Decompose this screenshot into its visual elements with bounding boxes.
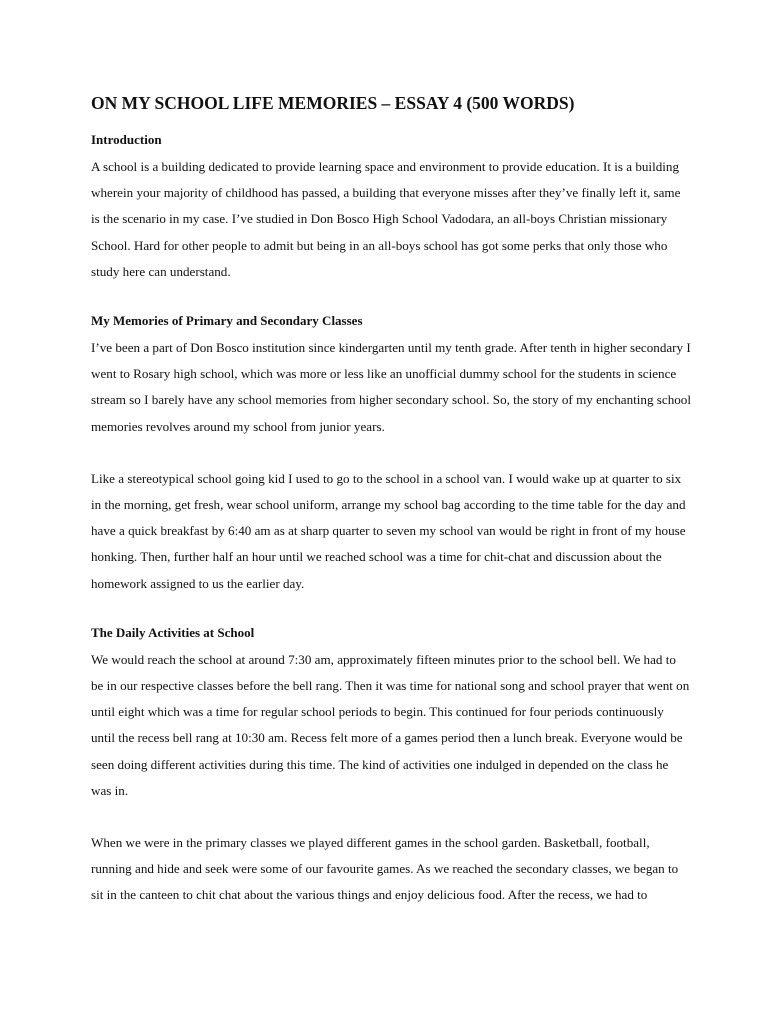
essay-page <box>91 92 691 909</box>
paragraph-gap <box>91 804 691 830</box>
paragraph-daily-activities-2: When we were in the primary classes we played different games in the school garden. Basketball, football, running and hide and seek were some of our favourite games. As we reached the secondary classes, we began to sit in the canteen to chit chat about the various things and enjoy delicious food. After the recess, we had to <box>91 835 679 903</box>
section-heading-introduction: Introduction <box>91 132 162 147</box>
paragraph-gap <box>91 597 691 623</box>
paragraph-gap <box>91 440 691 466</box>
section-heading-primary-secondary: My Memories of Primary and Secondary Classes <box>91 313 363 329</box>
paragraph-introduction: A school is a building dedicated to provide learning space and environment to provide education. It is a building wherein your majority of childhood has passed, a building that everyone misses after they’ve finally left it, same is the scenario in my case. I’ve studied in Don Bosco High School Vadodara, an all-boys Christian missionary School. Hard for other people to admit but being in an all-boys school has got some perks that only those who study here can understand. <box>91 159 681 279</box>
paragraph-primary-secondary-2: Like a stereotypical school going kid I used to go to the school in a school van. I would wake up at quarter to six in the morning, get fresh, wear school uniform, arrange my school bag according to the time table for the day and have a quick breakfast by 6:40 am as at sharp quarter to seven my school van would be right in front of my house honking. Then, further half an hour until we reached school was a time for chit-chat and discussion about the homework assigned to us the earlier day. <box>91 470 686 591</box>
essay-title: ON MY SCHOOL LIFE MEMORIES – ESSAY 4 (500 WORDS) <box>91 93 575 113</box>
paragraph-primary-secondary-1: I’ve been a part of Don Bosco institution since kindergarten until my tenth grade. After tenth in higher secondary I went to Rosary high school, which was more or less like an unofficial dummy school for the students in science stream so I barely have any school memories from higher secondary school. So, the story of my enchanting school memories revolves around my school from junior years. <box>91 340 691 434</box>
paragraph-gap <box>91 285 691 311</box>
paragraph-daily-activities-1: We would reach the school at around 7:30 am, approximately fifteen minutes prior to the school bell. We had to be in our respective classes before the bell rang. Then it was time for national song and school prayer that went on until eight which was a time for regular school periods to begin. This continued for four periods continuously until the recess bell rang at 10:30 am. Recess felt more of a games period then a lunch break. Everyone would be seen doing different activities during this time. The kind of activities one indulged in depended on the class he was in. <box>91 651 690 798</box>
section-heading-daily-activities: The Daily Activities at School <box>91 624 255 640</box>
